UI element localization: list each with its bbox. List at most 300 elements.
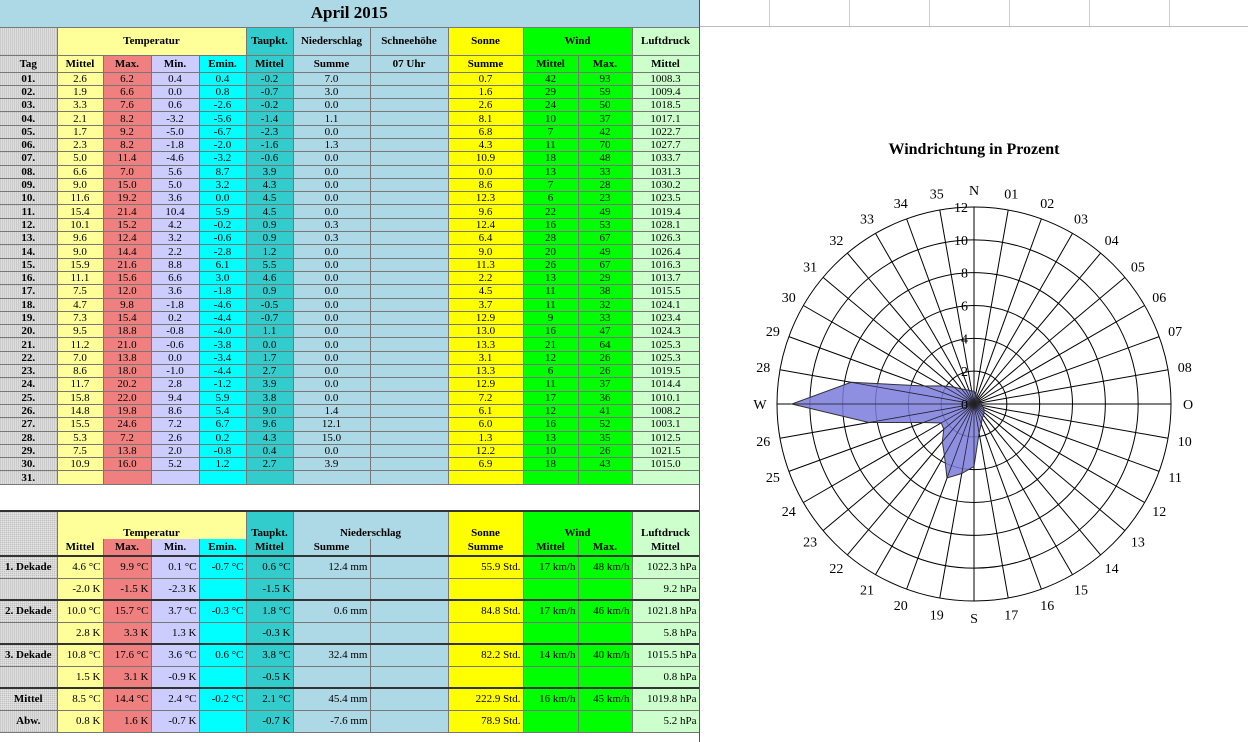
day-label[interactable]: 13.: [0, 232, 57, 245]
day-value[interactable]: 0.0: [293, 391, 370, 404]
decade-value[interactable]: 3.8 °C: [246, 644, 293, 666]
page-title[interactable]: April 2015: [0, 0, 699, 27]
decade-deviation[interactable]: 1.3 K: [151, 622, 199, 644]
day-value[interactable]: [199, 471, 246, 484]
day-value[interactable]: 11: [523, 298, 578, 311]
day-value[interactable]: 6.9: [448, 458, 523, 471]
day-value[interactable]: 24: [523, 99, 578, 112]
day-label[interactable]: 22.: [0, 351, 57, 364]
header-niederschlag[interactable]: Niederschlag: [293, 511, 448, 539]
day-label[interactable]: 04.: [0, 112, 57, 125]
day-value[interactable]: 1.7: [246, 351, 293, 364]
day-value[interactable]: 0.4: [246, 444, 293, 457]
subheader-mittel[interactable]: Mittel: [523, 539, 578, 556]
day-value[interactable]: 21.4: [103, 205, 151, 218]
day-value[interactable]: 7.3: [57, 311, 103, 324]
day-value[interactable]: 18.8: [103, 325, 151, 338]
day-value[interactable]: 1.9: [57, 85, 103, 98]
day-value[interactable]: 6.8: [448, 125, 523, 138]
day-value[interactable]: 13: [523, 165, 578, 178]
day-value[interactable]: 2.7: [246, 365, 293, 378]
decade-deviation[interactable]: 3.1 K: [103, 666, 151, 688]
day-value[interactable]: 2.2: [151, 245, 199, 258]
day-value[interactable]: 1030.2: [632, 178, 699, 191]
day-value[interactable]: 15.2: [103, 218, 151, 231]
day-value[interactable]: 0.0: [293, 125, 370, 138]
day-value[interactable]: [448, 471, 523, 484]
day-value[interactable]: [370, 258, 448, 271]
decade-deviation[interactable]: [370, 578, 448, 600]
subheader-mittel[interactable]: Mittel: [523, 55, 578, 72]
day-value[interactable]: -0.2: [199, 218, 246, 231]
day-label[interactable]: 19.: [0, 311, 57, 324]
day-value[interactable]: 9.6: [246, 418, 293, 431]
decade-deviation[interactable]: 2.8 K: [57, 622, 103, 644]
day-value[interactable]: 0.4: [199, 72, 246, 85]
day-value[interactable]: 11.6: [57, 192, 103, 205]
decade-value[interactable]: [370, 644, 448, 666]
day-label[interactable]: 31.: [0, 471, 57, 484]
decade-label[interactable]: 3. Dekade: [0, 644, 57, 666]
subheader-summe[interactable]: Summe: [448, 539, 523, 556]
decade-value[interactable]: 1015.5 hPa: [632, 644, 699, 666]
decade-value[interactable]: 15.7 °C: [103, 600, 151, 622]
day-value[interactable]: 11.3: [448, 258, 523, 271]
day-value[interactable]: 0.0: [293, 444, 370, 457]
mittel-value[interactable]: 222.9 Std.: [448, 688, 523, 710]
day-value[interactable]: [370, 404, 448, 417]
day-value[interactable]: 5.3: [57, 431, 103, 444]
day-value[interactable]: 52: [578, 418, 632, 431]
day-value[interactable]: 12.0: [103, 285, 151, 298]
day-value[interactable]: 11: [523, 285, 578, 298]
day-value[interactable]: 1021.5: [632, 444, 699, 457]
day-value[interactable]: -1.8: [151, 138, 199, 151]
day-value[interactable]: 12.3: [448, 192, 523, 205]
day-value[interactable]: 0.0: [293, 325, 370, 338]
day-value[interactable]: 9.6: [448, 205, 523, 218]
abw-value[interactable]: [578, 710, 632, 732]
subheader-mittel[interactable]: Mittel: [246, 55, 293, 72]
day-value[interactable]: -0.8: [151, 325, 199, 338]
day-value[interactable]: [370, 311, 448, 324]
day-value[interactable]: 41: [578, 404, 632, 417]
decade-value[interactable]: 10.8 °C: [57, 644, 103, 666]
day-value[interactable]: -2.8: [199, 245, 246, 258]
abw-value[interactable]: [370, 710, 448, 732]
mittel-value[interactable]: [370, 688, 448, 710]
day-value[interactable]: [370, 232, 448, 245]
day-value[interactable]: 4.3: [246, 178, 293, 191]
day-label[interactable]: 06.: [0, 138, 57, 151]
day-value[interactable]: [632, 471, 699, 484]
day-value[interactable]: 5.0: [57, 152, 103, 165]
day-value[interactable]: 12.2: [448, 444, 523, 457]
day-label[interactable]: 25.: [0, 391, 57, 404]
header-corner[interactable]: [0, 511, 57, 539]
day-label[interactable]: 14.: [0, 245, 57, 258]
header-wind[interactable]: Wind: [523, 27, 632, 55]
day-value[interactable]: 12.4: [448, 218, 523, 231]
day-value[interactable]: 1031.3: [632, 165, 699, 178]
day-value[interactable]: [370, 391, 448, 404]
day-value[interactable]: 21.0: [103, 338, 151, 351]
decade-deviation[interactable]: [448, 666, 523, 688]
day-label[interactable]: 10.: [0, 192, 57, 205]
day-value[interactable]: 6.1: [199, 258, 246, 271]
day-value[interactable]: 6.6: [151, 271, 199, 284]
day-value[interactable]: 3.9: [246, 378, 293, 391]
decade-dev-label[interactable]: [0, 622, 57, 644]
day-value[interactable]: 3.7: [448, 298, 523, 311]
day-value[interactable]: 11: [523, 138, 578, 151]
decade-value[interactable]: 17.6 °C: [103, 644, 151, 666]
day-value[interactable]: 53: [578, 218, 632, 231]
day-value[interactable]: 5.5: [246, 258, 293, 271]
day-value[interactable]: 1012.5: [632, 431, 699, 444]
day-value[interactable]: -4.4: [199, 311, 246, 324]
day-value[interactable]: 1025.3: [632, 351, 699, 364]
day-value[interactable]: 0.9: [246, 218, 293, 231]
day-value[interactable]: -0.7: [246, 311, 293, 324]
day-value[interactable]: 0.0: [199, 192, 246, 205]
day-value[interactable]: 0.2: [199, 431, 246, 444]
mittel-value[interactable]: 2.1 °C: [246, 688, 293, 710]
day-value[interactable]: 48: [578, 152, 632, 165]
subheader-min[interactable]: Min.: [151, 55, 199, 72]
day-value[interactable]: 10.1: [57, 218, 103, 231]
day-value[interactable]: -0.5: [246, 298, 293, 311]
day-value[interactable]: 2.3: [57, 138, 103, 151]
decade-deviation[interactable]: [370, 622, 448, 644]
day-value[interactable]: 5.4: [199, 404, 246, 417]
decade-value[interactable]: 9.9 °C: [103, 556, 151, 578]
header-taupkt[interactable]: Taupkt.: [246, 511, 293, 539]
decade-deviation[interactable]: -2.3 K: [151, 578, 199, 600]
day-value[interactable]: 26: [523, 258, 578, 271]
day-value[interactable]: 3.6: [151, 285, 199, 298]
decade-value[interactable]: 82.2 Std.: [448, 644, 523, 666]
day-value[interactable]: 18: [523, 458, 578, 471]
day-value[interactable]: 17: [523, 391, 578, 404]
day-value[interactable]: 7.0: [293, 72, 370, 85]
day-value[interactable]: 1.7: [57, 125, 103, 138]
mittel-value[interactable]: -0.2 °C: [199, 688, 246, 710]
day-value[interactable]: 6.6: [57, 165, 103, 178]
day-value[interactable]: 4.5: [448, 285, 523, 298]
day-value[interactable]: 1008.3: [632, 72, 699, 85]
day-value[interactable]: [370, 471, 448, 484]
day-value[interactable]: 1026.3: [632, 232, 699, 245]
day-value[interactable]: 5.9: [199, 205, 246, 218]
day-value[interactable]: 6.6: [103, 85, 151, 98]
day-value[interactable]: 9.8: [103, 298, 151, 311]
mittel-value[interactable]: 1019.8 hPa: [632, 688, 699, 710]
day-value[interactable]: 0.0: [293, 338, 370, 351]
day-value[interactable]: [370, 285, 448, 298]
day-label[interactable]: 11.: [0, 205, 57, 218]
day-value[interactable]: 13.0: [448, 325, 523, 338]
day-value[interactable]: 9.5: [57, 325, 103, 338]
day-value[interactable]: 28: [523, 232, 578, 245]
decade-deviation[interactable]: [293, 578, 370, 600]
mittel-value[interactable]: 8.5 °C: [57, 688, 103, 710]
decade-value[interactable]: 48 km/h: [578, 556, 632, 578]
day-label[interactable]: 05.: [0, 125, 57, 138]
day-value[interactable]: -3.2: [151, 112, 199, 125]
day-value[interactable]: 29: [523, 85, 578, 98]
day-value[interactable]: 15.6: [103, 271, 151, 284]
day-value[interactable]: 32: [578, 298, 632, 311]
day-value[interactable]: 15.4: [57, 205, 103, 218]
day-value[interactable]: [370, 165, 448, 178]
day-value[interactable]: 70: [578, 138, 632, 151]
abw-label[interactable]: Abw.: [0, 710, 57, 732]
day-value[interactable]: 11.2: [57, 338, 103, 351]
decade-value[interactable]: 1.8 °C: [246, 600, 293, 622]
day-value[interactable]: 13: [523, 431, 578, 444]
day-value[interactable]: 2.2: [448, 271, 523, 284]
day-value[interactable]: 1.2: [246, 245, 293, 258]
day-value[interactable]: [370, 205, 448, 218]
day-value[interactable]: -0.6: [246, 152, 293, 165]
day-label[interactable]: 01.: [0, 72, 57, 85]
day-value[interactable]: 1003.1: [632, 418, 699, 431]
day-value[interactable]: 1.6: [448, 85, 523, 98]
decade-value[interactable]: 17 km/h: [523, 556, 578, 578]
day-value[interactable]: 7.2: [103, 431, 151, 444]
day-value[interactable]: 1033.7: [632, 152, 699, 165]
day-value[interactable]: 21.6: [103, 258, 151, 271]
subheader-emin[interactable]: Emin.: [199, 539, 246, 556]
day-value[interactable]: 12.9: [448, 311, 523, 324]
day-value[interactable]: 7.5: [57, 285, 103, 298]
day-value[interactable]: 10.9: [57, 458, 103, 471]
decade-deviation[interactable]: -0.9 K: [151, 666, 199, 688]
subheader-emin[interactable]: Emin.: [199, 55, 246, 72]
day-value[interactable]: -1.4: [246, 112, 293, 125]
day-value[interactable]: 21: [523, 338, 578, 351]
day-value[interactable]: -1.2: [199, 378, 246, 391]
day-value[interactable]: -3.4: [199, 351, 246, 364]
mittel-value[interactable]: 14.4 °C: [103, 688, 151, 710]
day-value[interactable]: [370, 152, 448, 165]
day-value[interactable]: 2.6: [57, 72, 103, 85]
mittel-value[interactable]: 45.4 mm: [293, 688, 370, 710]
day-value[interactable]: 1024.3: [632, 325, 699, 338]
day-value[interactable]: 0.3: [293, 232, 370, 245]
day-value[interactable]: 3.9: [293, 458, 370, 471]
subheader-max[interactable]: Max.: [578, 55, 632, 72]
day-value[interactable]: 0.0: [293, 245, 370, 258]
decade-value[interactable]: 46 km/h: [578, 600, 632, 622]
day-value[interactable]: 0.0: [293, 152, 370, 165]
day-value[interactable]: [523, 471, 578, 484]
day-value[interactable]: 0.9: [246, 232, 293, 245]
day-value[interactable]: 7.2: [448, 391, 523, 404]
day-value[interactable]: 8.7: [199, 165, 246, 178]
day-value[interactable]: 9.0: [57, 178, 103, 191]
day-value[interactable]: 1023.5: [632, 192, 699, 205]
day-label[interactable]: 03.: [0, 99, 57, 112]
decade-deviation[interactable]: 0.8 hPa: [632, 666, 699, 688]
decade-value[interactable]: 4.6 °C: [57, 556, 103, 578]
day-value[interactable]: 22: [523, 205, 578, 218]
day-label[interactable]: 16.: [0, 271, 57, 284]
decade-value[interactable]: 84.8 Std.: [448, 600, 523, 622]
day-value[interactable]: 16: [523, 418, 578, 431]
day-value[interactable]: 3.6: [151, 192, 199, 205]
day-label[interactable]: 21.: [0, 338, 57, 351]
day-label[interactable]: 28.: [0, 431, 57, 444]
day-value[interactable]: 15.9: [57, 258, 103, 271]
decade-value[interactable]: 0.6 °C: [246, 556, 293, 578]
day-label[interactable]: 30.: [0, 458, 57, 471]
day-value[interactable]: 1016.3: [632, 258, 699, 271]
subheader-min[interactable]: Min.: [151, 539, 199, 556]
day-value[interactable]: 8.2: [103, 138, 151, 151]
decade-deviation[interactable]: 9.2 hPa: [632, 578, 699, 600]
day-value[interactable]: [246, 471, 293, 484]
day-value[interactable]: 1.1: [246, 325, 293, 338]
day-value[interactable]: 3.0: [199, 271, 246, 284]
day-value[interactable]: [370, 351, 448, 364]
day-value[interactable]: 8.2: [103, 112, 151, 125]
subheader-mittel[interactable]: Mittel: [57, 55, 103, 72]
day-value[interactable]: 1019.5: [632, 365, 699, 378]
decade-value[interactable]: -0.3 °C: [199, 600, 246, 622]
day-value[interactable]: -1.8: [199, 285, 246, 298]
day-value[interactable]: 59: [578, 85, 632, 98]
mittel-label[interactable]: Mittel: [0, 688, 57, 710]
header-niederschlag[interactable]: Niederschlag: [293, 27, 370, 55]
day-value[interactable]: 20: [523, 245, 578, 258]
day-value[interactable]: 6: [523, 192, 578, 205]
day-value[interactable]: [370, 431, 448, 444]
day-value[interactable]: 7: [523, 125, 578, 138]
day-value[interactable]: 64: [578, 338, 632, 351]
decade-label[interactable]: 2. Dekade: [0, 600, 57, 622]
day-value[interactable]: 7.2: [151, 418, 199, 431]
day-value[interactable]: 2.8: [151, 378, 199, 391]
day-value[interactable]: [370, 112, 448, 125]
day-value[interactable]: 13.8: [103, 444, 151, 457]
day-value[interactable]: 1008.2: [632, 404, 699, 417]
abw-value[interactable]: [199, 710, 246, 732]
day-label[interactable]: 29.: [0, 444, 57, 457]
day-value[interactable]: [370, 72, 448, 85]
decade-value[interactable]: [370, 600, 448, 622]
day-value[interactable]: [370, 325, 448, 338]
decade-deviation[interactable]: [293, 666, 370, 688]
day-value[interactable]: 7.6: [103, 99, 151, 112]
day-value[interactable]: 1010.1: [632, 391, 699, 404]
decade-deviation[interactable]: [199, 578, 246, 600]
day-value[interactable]: 16: [523, 218, 578, 231]
header-luftdruck[interactable]: Luftdruck: [632, 27, 699, 55]
day-value[interactable]: 8.6: [151, 404, 199, 417]
abw-value[interactable]: 5.2 hPa: [632, 710, 699, 732]
day-value[interactable]: 47: [578, 325, 632, 338]
day-value[interactable]: -3.2: [199, 152, 246, 165]
day-value[interactable]: 0.0: [293, 258, 370, 271]
day-value[interactable]: 8.6: [57, 365, 103, 378]
decade-value[interactable]: 55.9 Std.: [448, 556, 523, 578]
day-value[interactable]: 9.6: [57, 232, 103, 245]
day-value[interactable]: 3.2: [199, 178, 246, 191]
header-temperatur[interactable]: Temperatur: [57, 27, 246, 55]
day-value[interactable]: 9: [523, 311, 578, 324]
day-value[interactable]: 9.0: [448, 245, 523, 258]
day-value[interactable]: -0.2: [246, 72, 293, 85]
day-value[interactable]: 42: [523, 72, 578, 85]
decade-deviation[interactable]: [370, 666, 448, 688]
day-value[interactable]: [370, 99, 448, 112]
day-value[interactable]: 1028.1: [632, 218, 699, 231]
subheader-summe[interactable]: Summe: [448, 55, 523, 72]
day-value[interactable]: 0.0: [293, 99, 370, 112]
subheader-max[interactable]: Max.: [103, 539, 151, 556]
day-value[interactable]: 10.4: [151, 205, 199, 218]
spacer[interactable]: [0, 484, 699, 511]
day-value[interactable]: [370, 298, 448, 311]
day-value[interactable]: -4.6: [151, 152, 199, 165]
decade-value[interactable]: 0.6 mm: [293, 600, 370, 622]
subheader-tag[interactable]: Tag: [0, 55, 57, 72]
day-value[interactable]: 93: [578, 72, 632, 85]
decade-deviation[interactable]: [448, 578, 523, 600]
decade-deviation[interactable]: [578, 666, 632, 688]
day-value[interactable]: 13: [523, 271, 578, 284]
day-value[interactable]: 14.8: [57, 404, 103, 417]
day-value[interactable]: 11.4: [103, 152, 151, 165]
abw-value[interactable]: -0.7 K: [246, 710, 293, 732]
abw-value[interactable]: -7.6 mm: [293, 710, 370, 732]
day-value[interactable]: 36: [578, 391, 632, 404]
day-value[interactable]: 18: [523, 152, 578, 165]
decade-deviation[interactable]: -2.0 K: [57, 578, 103, 600]
decade-value[interactable]: 3.6 °C: [151, 644, 199, 666]
day-value[interactable]: 1024.1: [632, 298, 699, 311]
day-value[interactable]: 5.2: [151, 458, 199, 471]
subheader-summe[interactable]: Summe: [293, 539, 370, 556]
day-value[interactable]: 6.0: [448, 418, 523, 431]
decade-deviation[interactable]: [199, 666, 246, 688]
day-value[interactable]: 1.3: [448, 431, 523, 444]
day-label[interactable]: 09.: [0, 178, 57, 191]
day-value[interactable]: 0.0: [151, 85, 199, 98]
day-value[interactable]: 0.0: [293, 298, 370, 311]
day-value[interactable]: 14.4: [103, 245, 151, 258]
decade-deviation[interactable]: -1.5 K: [246, 578, 293, 600]
subheader-mittel[interactable]: Mittel: [57, 539, 103, 556]
day-value[interactable]: 0.0: [293, 285, 370, 298]
header-schneehoehe[interactable]: Schneehöhe: [370, 27, 448, 55]
day-value[interactable]: 12.1: [293, 418, 370, 431]
day-label[interactable]: 02.: [0, 85, 57, 98]
day-value[interactable]: 67: [578, 232, 632, 245]
day-value[interactable]: -0.8: [199, 444, 246, 457]
day-value[interactable]: 1027.7: [632, 138, 699, 151]
day-value[interactable]: 1.3: [293, 138, 370, 151]
day-value[interactable]: 13.3: [448, 338, 523, 351]
header-sonne[interactable]: Sonne: [448, 511, 523, 539]
day-value[interactable]: 3.9: [246, 165, 293, 178]
day-value[interactable]: 1015.5: [632, 285, 699, 298]
day-value[interactable]: 33: [578, 165, 632, 178]
day-value[interactable]: 4.3: [246, 431, 293, 444]
mittel-value[interactable]: 2.4 °C: [151, 688, 199, 710]
